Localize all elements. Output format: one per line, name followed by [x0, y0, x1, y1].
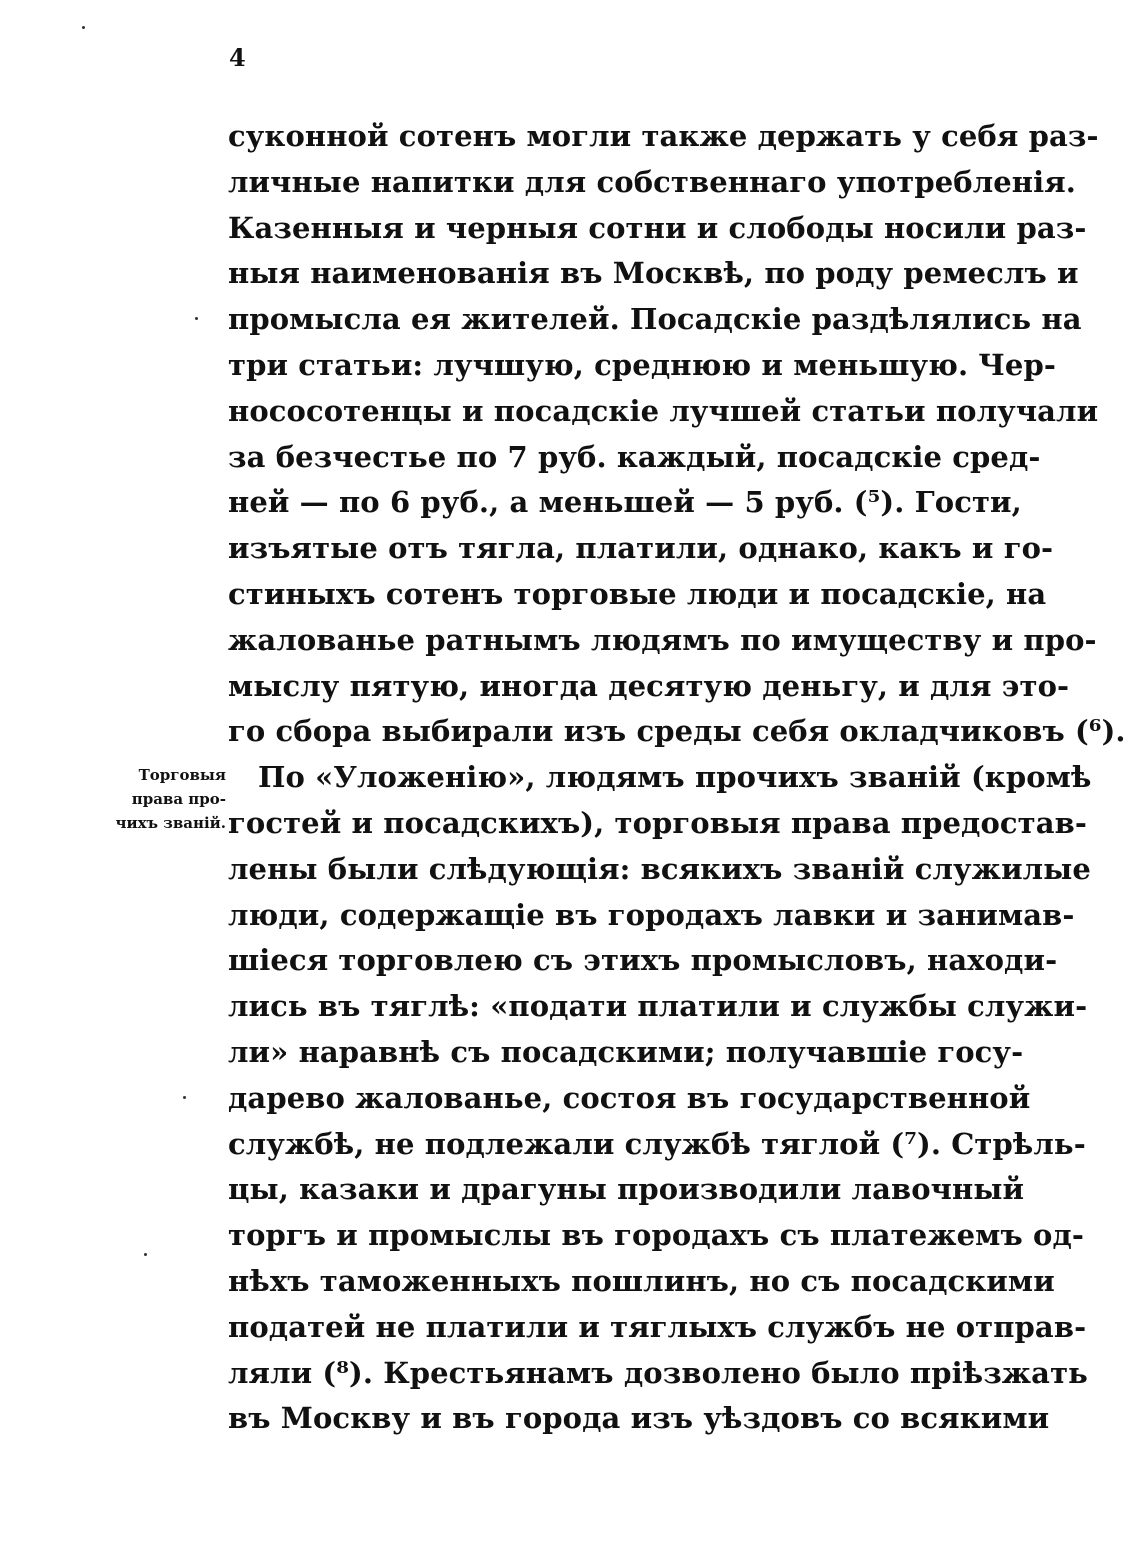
text-line: службѣ, не подлежали службѣ тяглой (⁷). Стрѣль- [228, 1126, 1086, 1161]
text-line: личные напитки для собственнаго употребленія. [228, 164, 1076, 199]
margin-note [80, 763, 226, 835]
text-line: за безчестье по 7 руб. каждый, посадскіе сред- [228, 439, 1041, 474]
text-line: три статьи: лучшую, среднюю и меньшую. Чер- [228, 347, 1056, 382]
text-line: лись въ тяглѣ: «подати платили и службы служи- [228, 989, 1088, 1024]
text-line: изъятые отъ тягла, платили, однако, какъ и го- [228, 531, 1054, 566]
text-line: суконной сотенъ могли также держать у себя раз- [228, 119, 1099, 153]
text-line: го сбора выбирали изъ среды себя окладчиковъ (⁶). [228, 714, 1126, 749]
paragraph-start-line: По «Уложенію», людямъ прочихъ званій (кромѣ [258, 760, 1092, 795]
text-line: податей не платили и тяглыхъ службъ не отправ- [228, 1309, 1087, 1344]
print-speck [144, 1253, 147, 1256]
text-line: Казенныя и черныя сотни и слободы носили раз- [228, 210, 1087, 245]
text-line: промысла ея жителей. Посадскіе раздѣлялись на [228, 302, 1082, 337]
text-line: нососотенцы и посадскіе лучшей статьи получали [228, 393, 1099, 428]
text-line: ныя наименованія въ Москвѣ, по роду ремеслъ и [228, 256, 1079, 291]
text-line: мыслу пятую, иногда десятую деньгу, и для это- [228, 668, 1070, 703]
text-line: стиныхъ сотенъ торговые люди и посадскіе, на [228, 576, 1047, 611]
text-line: ней — по 6 руб., а меньшей — 5 руб. (⁵). Гости, [228, 485, 1022, 520]
text-line: нѣхъ таможенныхъ пошлинъ, но съ посадскими [228, 1263, 1055, 1298]
text-line: ляли (⁸). Крестьянамъ дозволено было пріѣзжать [228, 1355, 1088, 1390]
text-line: цы, казаки и драгуны производили лавочный [228, 1172, 1025, 1207]
text-line: ли» наравнѣ съ посадскими; получавшіе госу- [228, 1034, 1024, 1069]
margin-note-line: чихъ званій. [115, 814, 226, 832]
print-speck [195, 317, 198, 320]
text-line: лены были слѣдующія: всякихъ званій служилые [228, 851, 1091, 886]
margin-note-line: права про- [131, 790, 226, 808]
print-speck [183, 1096, 186, 1099]
margin-note-line: Торговыя [138, 766, 226, 784]
text-line: торгъ и промыслы въ городахъ съ платежемъ од- [228, 1218, 1085, 1253]
text-line: люди, содержащіе въ городахъ лавки и занимав- [228, 897, 1075, 932]
body-text [228, 114, 1126, 1442]
text-line: въ Москву и въ города изъ уѣздовъ со всякими [228, 1401, 1050, 1436]
text-line: гостей и посадскихъ), торговыя права предостав- [228, 805, 1088, 840]
text-line: дарево жалованье, состоя въ государственной [228, 1080, 1031, 1115]
text-line: шіеся торговлею съ этихъ промысловъ, находи- [228, 943, 1058, 978]
print-speck [82, 26, 85, 29]
page-number: 4 [229, 43, 246, 72]
text-line: жалованье ратнымъ людямъ по имуществу и про- [228, 622, 1097, 657]
